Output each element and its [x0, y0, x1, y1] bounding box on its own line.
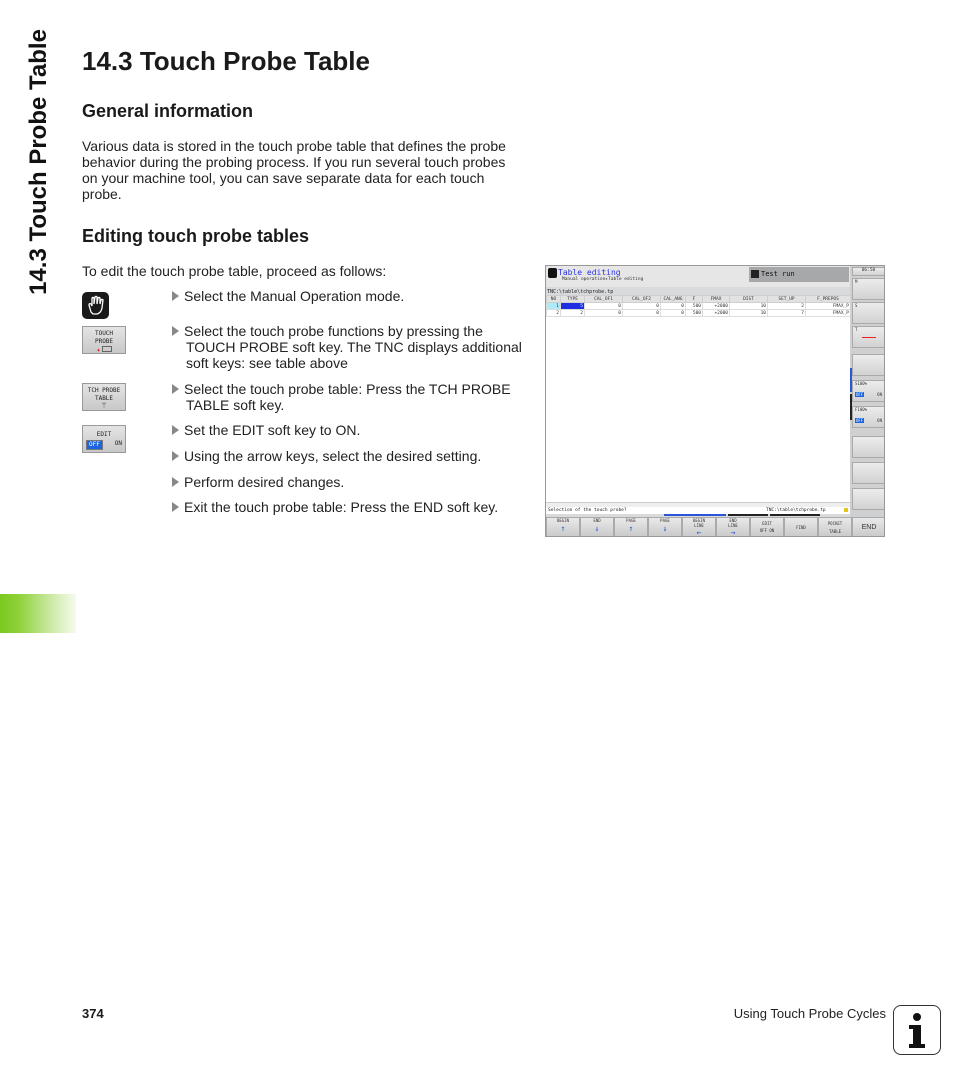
table-cell[interactable]: 0: [585, 303, 623, 310]
table-row[interactable]: [547, 310, 851, 317]
softkey-label: LINE: [728, 523, 738, 528]
touch-probe-softkey-icon: TOUCH PROBE ✦: [82, 326, 126, 354]
tnc-status-bar: [546, 507, 850, 514]
softkey-spindle[interactable]: [852, 302, 885, 324]
chapter-name: Using Touch Probe Cycles: [733, 1006, 886, 1021]
general-info-paragraph: [82, 138, 532, 202]
arrow-left-icon: ←: [696, 528, 702, 537]
table-cell[interactable]: 500: [686, 303, 703, 310]
test-run-icon: [751, 270, 759, 278]
tnc-secondary-mode: [749, 267, 849, 282]
softkey-find[interactable]: [784, 517, 818, 537]
column-header[interactable]: F_PREPOS: [806, 296, 851, 303]
softkey-end-line[interactable]: [716, 517, 750, 537]
table-cell[interactable]: +2000: [703, 303, 730, 310]
column-header[interactable]: F: [686, 296, 703, 303]
step-3: [172, 381, 527, 413]
softkey-empty[interactable]: [852, 436, 885, 458]
column-header[interactable]: CAL_OF1: [585, 296, 623, 303]
table-cell[interactable]: 0: [661, 303, 686, 310]
table-cell[interactable]: 0: [623, 310, 661, 317]
paragraph-line: on your machine tool, you can save separate data for each touch: [82, 170, 485, 186]
page-number: 374: [82, 1006, 104, 1021]
tool-change-icon: [862, 337, 876, 338]
softkey-label: END: [593, 518, 601, 523]
paragraph-line: Various data is stored in the touch probe table that defines the probe: [82, 138, 506, 154]
table-cell[interactable]: +2000: [703, 310, 730, 317]
softkey-label: EDIT: [762, 521, 772, 526]
tnc-screenshot: [545, 265, 885, 537]
probe-table: [546, 295, 850, 503]
editing-intro: To edit the touch probe table, proceed as follows:: [82, 263, 387, 279]
softkey-row-indicator-active: [664, 514, 726, 516]
table-cell[interactable]: 500: [686, 310, 703, 317]
softkey-label: END: [729, 518, 737, 523]
softkey-label: BEGIN: [692, 518, 706, 523]
status-path: TNC:\table\tchprobe.tp: [766, 508, 826, 513]
paragraph-line: probe.: [82, 186, 122, 202]
table-cell[interactable]: 0: [661, 310, 686, 317]
manual-mode-icon: [548, 268, 557, 278]
step-5: [172, 448, 527, 464]
softkey-m-function[interactable]: [852, 278, 885, 300]
step-text: TABLE soft key.: [186, 397, 285, 413]
tnc-vertical-softkeys: [850, 266, 885, 517]
softkey-level-indicator-active: [850, 368, 852, 392]
table-cell[interactable]: 10: [730, 310, 768, 317]
step-7: [172, 499, 527, 515]
column-header[interactable]: SET_UP: [768, 296, 806, 303]
tnc-mode-title: Table editing: [558, 268, 621, 277]
softkey-label: POCKET: [827, 521, 843, 526]
table-cell[interactable]: 2: [547, 310, 561, 317]
step-text: Exit the touch probe table: Press the END soft key.: [184, 499, 499, 515]
edit-on-indicator: ON: [114, 440, 122, 447]
bullet-arrow-icon: [172, 502, 179, 512]
column-header[interactable]: TYPE: [561, 296, 585, 303]
column-header[interactable]: CAL_OF2: [623, 296, 661, 303]
arrow-up-icon: ↑: [560, 524, 566, 533]
bullet-arrow-icon: [172, 477, 179, 487]
softkey-label: END: [861, 524, 877, 531]
step-text: Select the touch probe functions by pressing the: [184, 323, 483, 339]
step-text: Using the arrow keys, select the desired setting.: [184, 448, 482, 464]
softkey-label: TCH PROBE: [87, 387, 121, 394]
softkey-begin[interactable]: [546, 517, 580, 537]
softkey-label: PAGE: [626, 518, 636, 523]
column-header[interactable]: FMAX: [703, 296, 730, 303]
arrow-down-icon: ↓: [662, 524, 668, 533]
table-cell[interactable]: 0: [585, 310, 623, 317]
softkey-pocket-table[interactable]: [818, 517, 852, 537]
off-indicator: OFF: [856, 392, 864, 397]
step-text: soft keys: see table above: [186, 355, 348, 371]
softkey-page-down[interactable]: [648, 517, 682, 537]
softkey-label: TABLE: [94, 395, 114, 402]
softkey-page-up[interactable]: [614, 517, 648, 537]
table-header-row: [547, 296, 851, 303]
softkey-label: TOUCH: [94, 330, 114, 337]
bullet-arrow-icon: [172, 291, 179, 301]
info-icon: [893, 1005, 941, 1055]
softkey-begin-line[interactable]: [682, 517, 716, 537]
softkey-empty[interactable]: [852, 462, 885, 484]
table-cell[interactable]: 2: [768, 303, 806, 310]
table-cell[interactable]: FMAX_P: [806, 303, 851, 310]
softkey-label: FIND: [796, 525, 806, 530]
off-indicator: OFF: [856, 418, 864, 423]
table-cell-selected[interactable]: 5: [561, 303, 585, 310]
softkey-label: S: [855, 303, 858, 308]
softkey-empty[interactable]: [852, 488, 885, 510]
tch-probe-table-softkey-icon: TCH PROBE TABLE ⍑: [82, 383, 126, 411]
bullet-arrow-icon: [172, 384, 179, 394]
section-title: 14.3 Touch Probe Table: [82, 46, 370, 76]
edit-softkey-icon: [82, 425, 126, 453]
column-header[interactable]: NO: [547, 296, 561, 303]
table-cell[interactable]: 0: [623, 303, 661, 310]
softkey-level-indicator: [850, 394, 852, 420]
softkey-label: PAGE: [660, 518, 670, 523]
bullet-arrow-icon: [172, 326, 179, 336]
clock: 06:50: [852, 267, 885, 276]
step-text: Select the touch probe table: Press the TCH PROBE: [184, 381, 511, 397]
step-text: Set the EDIT soft key to ON.: [184, 422, 361, 438]
table-cell[interactable]: FMAX_P: [806, 310, 851, 317]
column-header[interactable]: CAL_ANG: [661, 296, 686, 303]
softkey-label: S100%: [855, 381, 868, 386]
tnc-breadcrumb: Manual operation▸Table editing: [562, 277, 644, 282]
step-text: Select the Manual Operation mode.: [184, 288, 405, 304]
arrow-right-icon: →: [730, 528, 736, 537]
softkey-label: TABLE: [828, 529, 842, 534]
step-1: [172, 288, 527, 304]
table-row[interactable]: [547, 303, 851, 310]
step-text: Perform desired changes.: [184, 474, 345, 490]
bullet-arrow-icon: [172, 425, 179, 435]
editing-heading: Editing touch probe tables: [82, 226, 310, 246]
table-cell[interactable]: 1: [547, 303, 561, 310]
softkey-label: T: [855, 327, 858, 332]
softkey-label: EDIT: [96, 431, 112, 438]
softkey-label: PROBE: [94, 338, 114, 345]
softkey-spindle-override[interactable]: [852, 380, 885, 402]
lock-icon: [844, 508, 848, 512]
softkey-label: LINE: [694, 523, 704, 528]
softkey-row-indicator: [728, 514, 768, 516]
secondary-mode-label: Test run: [761, 270, 795, 278]
status-prompt: Selection of the touch probe?: [548, 508, 627, 513]
tnc-header: [546, 266, 850, 287]
table-cell[interactable]: 7: [768, 310, 806, 317]
general-info-heading: General information: [82, 101, 254, 121]
on-indicator: ON: [877, 418, 882, 423]
softkey-empty[interactable]: [852, 354, 885, 376]
softkey-label: M: [855, 279, 858, 284]
manual-operation-key-icon: [82, 292, 109, 319]
edit-off-indicator: OFF: [86, 440, 103, 450]
softkey-label: F100%: [855, 407, 868, 412]
arrow-down-icon: ↓: [594, 524, 600, 533]
softkey-end[interactable]: [580, 517, 614, 537]
side-chapter-label: 14.3 Touch Probe Table: [25, 29, 52, 295]
softkey-end-table[interactable]: [852, 517, 885, 537]
step-6: [172, 474, 527, 490]
chapter-color-marker: [0, 594, 76, 633]
bullet-arrow-icon: [172, 451, 179, 461]
arrow-up-icon: ↑: [628, 524, 634, 533]
softkey-tool[interactable]: [852, 326, 885, 348]
on-indicator: ON: [877, 392, 882, 397]
step-text: TOUCH PROBE soft key. The TNC displays additional: [186, 339, 522, 355]
edit-toggle-state: OFF ON: [759, 528, 775, 533]
column-header[interactable]: DIST: [730, 296, 768, 303]
step-2: [172, 323, 527, 371]
softkey-row-indicator: [770, 514, 820, 516]
step-4: [172, 422, 527, 438]
softkey-label: BEGIN: [556, 518, 570, 523]
table-cell[interactable]: 2: [561, 310, 585, 317]
tnc-softkey-bar: [546, 517, 885, 537]
softkey-feed-override[interactable]: [852, 406, 885, 428]
table-cell[interactable]: 10: [730, 303, 768, 310]
paragraph-line: behavior during the probing process. If you run several touch probes: [82, 154, 506, 170]
tnc-file-path: TNC:\table\tchprobe.tp: [547, 289, 614, 295]
side-chapter-tab: [19, 29, 59, 295]
softkey-edit[interactable]: [750, 517, 784, 537]
